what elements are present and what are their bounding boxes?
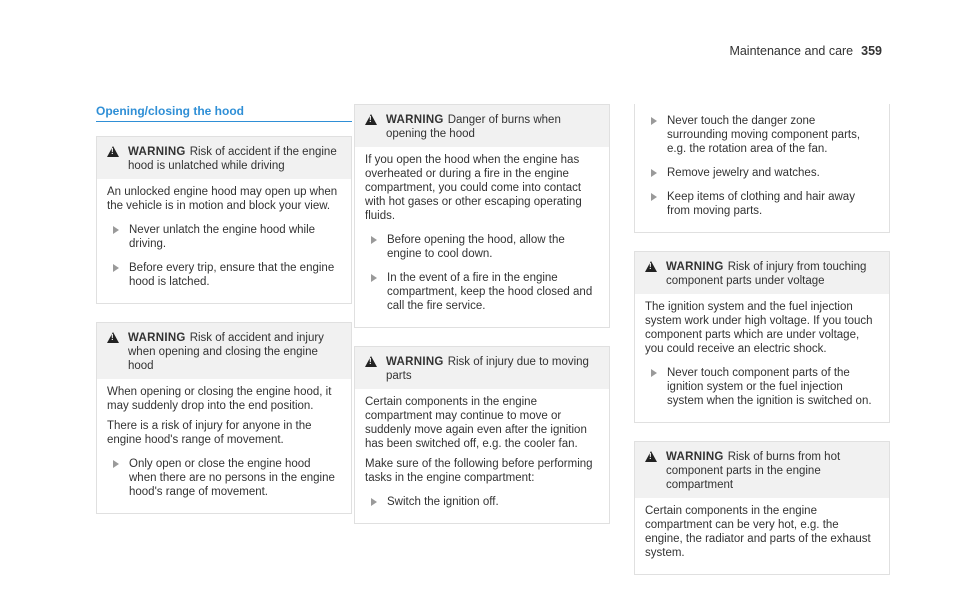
arrow-icon bbox=[651, 169, 657, 177]
header-title: Maintenance and care bbox=[729, 44, 854, 58]
step-text: Before opening the hood, allow the engine to cool down. bbox=[387, 234, 565, 260]
warning-text: Risk of injury due to moving parts bbox=[386, 356, 589, 382]
step-text: Switch the ignition off. bbox=[387, 496, 499, 508]
arrow-icon bbox=[651, 193, 657, 201]
step-text: Never touch the danger zone surrounding moving component parts, e.g. the rotation area of the fan. bbox=[667, 115, 861, 155]
warning-label: WARNING bbox=[666, 261, 724, 273]
section-title: Opening/closing the hood bbox=[96, 104, 352, 122]
warning-text: Risk of injury from touching component parts under voltage bbox=[666, 261, 867, 287]
warning-icon: ! bbox=[365, 114, 377, 125]
warning-box bbox=[354, 104, 610, 328]
warning-box bbox=[96, 322, 352, 514]
warning-text: Risk of burns from hot component parts in the engine compartment bbox=[666, 451, 841, 491]
warning-body: The ignition system and the fuel injection system work under high voltage. If you touch component parts which are under voltage, you could receive an electric shock. bbox=[645, 301, 873, 355]
warning-text: Danger of burns when opening the hood bbox=[386, 114, 561, 140]
step-text: Before every trip, ensure that the engine hood is latched. bbox=[129, 262, 335, 288]
warning-icon: ! bbox=[645, 451, 657, 462]
page-header bbox=[729, 44, 882, 58]
warning-body: There is a risk of injury for anyone in the engine hood's range of movement. bbox=[107, 420, 312, 446]
warning-icon: ! bbox=[645, 261, 657, 272]
warning-body: Certain components in the engine compartment may continue to move or suddenly move again even after the ignition has been switched off, e.g. the cooler fan. bbox=[365, 396, 587, 450]
warning-icon: ! bbox=[107, 332, 119, 343]
arrow-icon bbox=[371, 236, 377, 244]
warning-icon: ! bbox=[107, 146, 119, 157]
column-1 bbox=[96, 104, 352, 532]
step-text: Only open or close the engine hood when there are no persons in the engine hood's range of movement. bbox=[129, 458, 335, 498]
warning-text: Risk of accident if the engine hood is unlatched while driving bbox=[128, 146, 337, 172]
arrow-icon bbox=[113, 460, 119, 468]
column-2 bbox=[354, 104, 610, 542]
warning-label: WARNING bbox=[386, 356, 444, 368]
warning-label: WARNING bbox=[128, 332, 186, 344]
warning-body: Make sure of the following before performing tasks in the engine compartment: bbox=[365, 458, 593, 484]
column-3 bbox=[634, 104, 890, 593]
page-number: 359 bbox=[861, 44, 882, 58]
warning-label: WARNING bbox=[386, 114, 444, 126]
warning-body: If you open the hood when the engine has overheated or during a fire in the engine compartment, you could come into contact with hot gases or other escaping operating fluids. bbox=[365, 154, 582, 222]
warning-label: WARNING bbox=[128, 146, 186, 158]
arrow-icon bbox=[651, 117, 657, 125]
arrow-icon bbox=[371, 498, 377, 506]
warning-text: Risk of accident and injury when opening and closing the engine hood bbox=[128, 332, 324, 372]
arrow-icon bbox=[651, 369, 657, 377]
step-text: Keep items of clothing and hair away from moving parts. bbox=[667, 191, 855, 217]
warning-box bbox=[634, 441, 890, 575]
step-text: In the event of a fire in the engine compartment, keep the hood closed and call the fire service. bbox=[387, 272, 593, 312]
warning-body: Certain components in the engine compartment can be very hot, e.g. the engine, the radiator and parts of the exhaust system. bbox=[645, 505, 871, 559]
warning-label: WARNING bbox=[666, 451, 724, 463]
arrow-icon bbox=[113, 226, 119, 234]
warning-box bbox=[634, 251, 890, 423]
step-text: Remove jewelry and watches. bbox=[667, 167, 820, 179]
warning-body: An unlocked engine hood may open up when the vehicle is in motion and block your view. bbox=[107, 186, 338, 212]
warning-box bbox=[96, 136, 352, 304]
warning-box-continued bbox=[634, 104, 890, 233]
step-text: Never touch component parts of the ignition system or the fuel injection system when the ignition is switched on. bbox=[667, 367, 872, 407]
warning-body: When opening or closing the engine hood, it may suddenly drop into the end position. bbox=[107, 386, 332, 412]
arrow-icon bbox=[113, 264, 119, 272]
warning-icon: ! bbox=[365, 356, 377, 367]
arrow-icon bbox=[371, 274, 377, 282]
warning-box bbox=[354, 346, 610, 524]
step-text: Never unlatch the engine hood while driving. bbox=[129, 224, 316, 250]
